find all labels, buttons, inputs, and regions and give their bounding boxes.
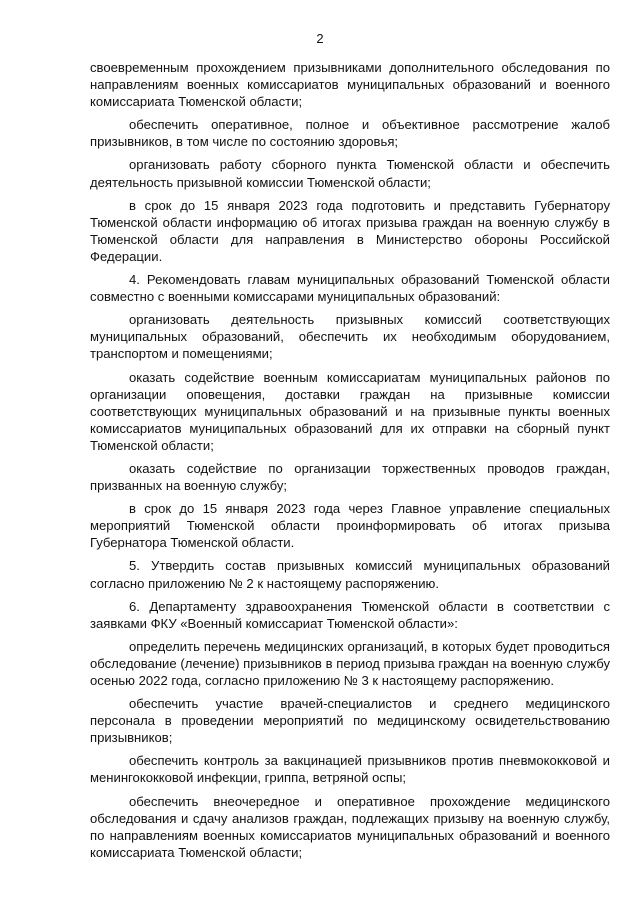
paragraph: оказать содействие по организации торжественных проводов граждан, призванных на военную службу; — [90, 460, 610, 494]
paragraph: оказать содействие военным комиссариатам муниципальных районов по организации оповещения, доставки граждан на призывные комиссии соответствующих муниципальных образований и на призывные пункты военных комиссариатов муниципальных образований для их отправки на сборный пункт Тюменской области; — [90, 369, 610, 453]
paragraph: обеспечить контроль за вакцинацией призывников против пневмококковой и менингококковой инфекции, гриппа, ветряной оспы; — [90, 753, 610, 786]
paragraph: в срок до 15 января 2023 года подготовить и представить Губернатору Тюменской области информацию об итогах призыва граждан на военную службу в Тюменской области для направления в Министерство обороны Российской Федерации. — [90, 197, 610, 264]
paragraph: в срок до 15 января 2023 года через Главное управление специальных мероприятий Тюменской области проинформировать об итогах призыва Губернатора Тюменской области. — [90, 501, 610, 551]
paragraph: обеспечить внеочередное и оперативное прохождение медицинского обследования и сдачу анализов граждан, подлежащих призыву на военную службу, по направлениям военных комиссариатов муниципальных образований и военного комиссариата Тюменской области; — [90, 793, 610, 860]
paragraph: 5. Утвердить состав призывных комиссий муниципальных образований согласно приложению № 2 к настоящему распоряжению. — [90, 558, 610, 591]
paragraph: организовать работу сборного пункта Тюменской области и обеспечить деятельность призывной комиссии Тюменской области; — [90, 157, 610, 190]
paragraph: своевременным прохождением призывниками дополнительного обследования по направлениям военных комиссариатов муниципальных образований и военного комиссариата Тюменской области; — [90, 60, 610, 110]
paragraph: определить перечень медицинских организаций, в которых будет проводиться обследование (лечение) призывников в период призыва граждан на военную службу осенью 2022 года, согласно приложению № 3 к настоящему распоряжению. — [90, 638, 610, 688]
paragraph: 4. Рекомендовать главам муниципальных образований Тюменской области совместно с военными комиссарами муниципальных образований: — [90, 272, 610, 305]
paragraph: обеспечить оперативное, полное и объективное рассмотрение жалоб призывников, в том числе по состоянию здоровья; — [90, 117, 610, 150]
paragraph: обеспечить участие врачей-специалистов и среднего медицинского персонала в проведении мероприятий по медицинскому освидетельствованию призывников; — [90, 696, 610, 746]
paragraph: организовать деятельность призывных комиссий соответствующих муниципальных образований, обеспечить их необходимым оборудованием, транспортом и помещениями; — [90, 312, 610, 362]
paragraph: 6. Департаменту здравоохранения Тюменской области в соответствии с заявками ФКУ «Военный комиссариат Тюменской области»: — [90, 598, 610, 631]
document-body — [90, 59, 610, 867]
page-number: 2 — [316, 31, 324, 46]
